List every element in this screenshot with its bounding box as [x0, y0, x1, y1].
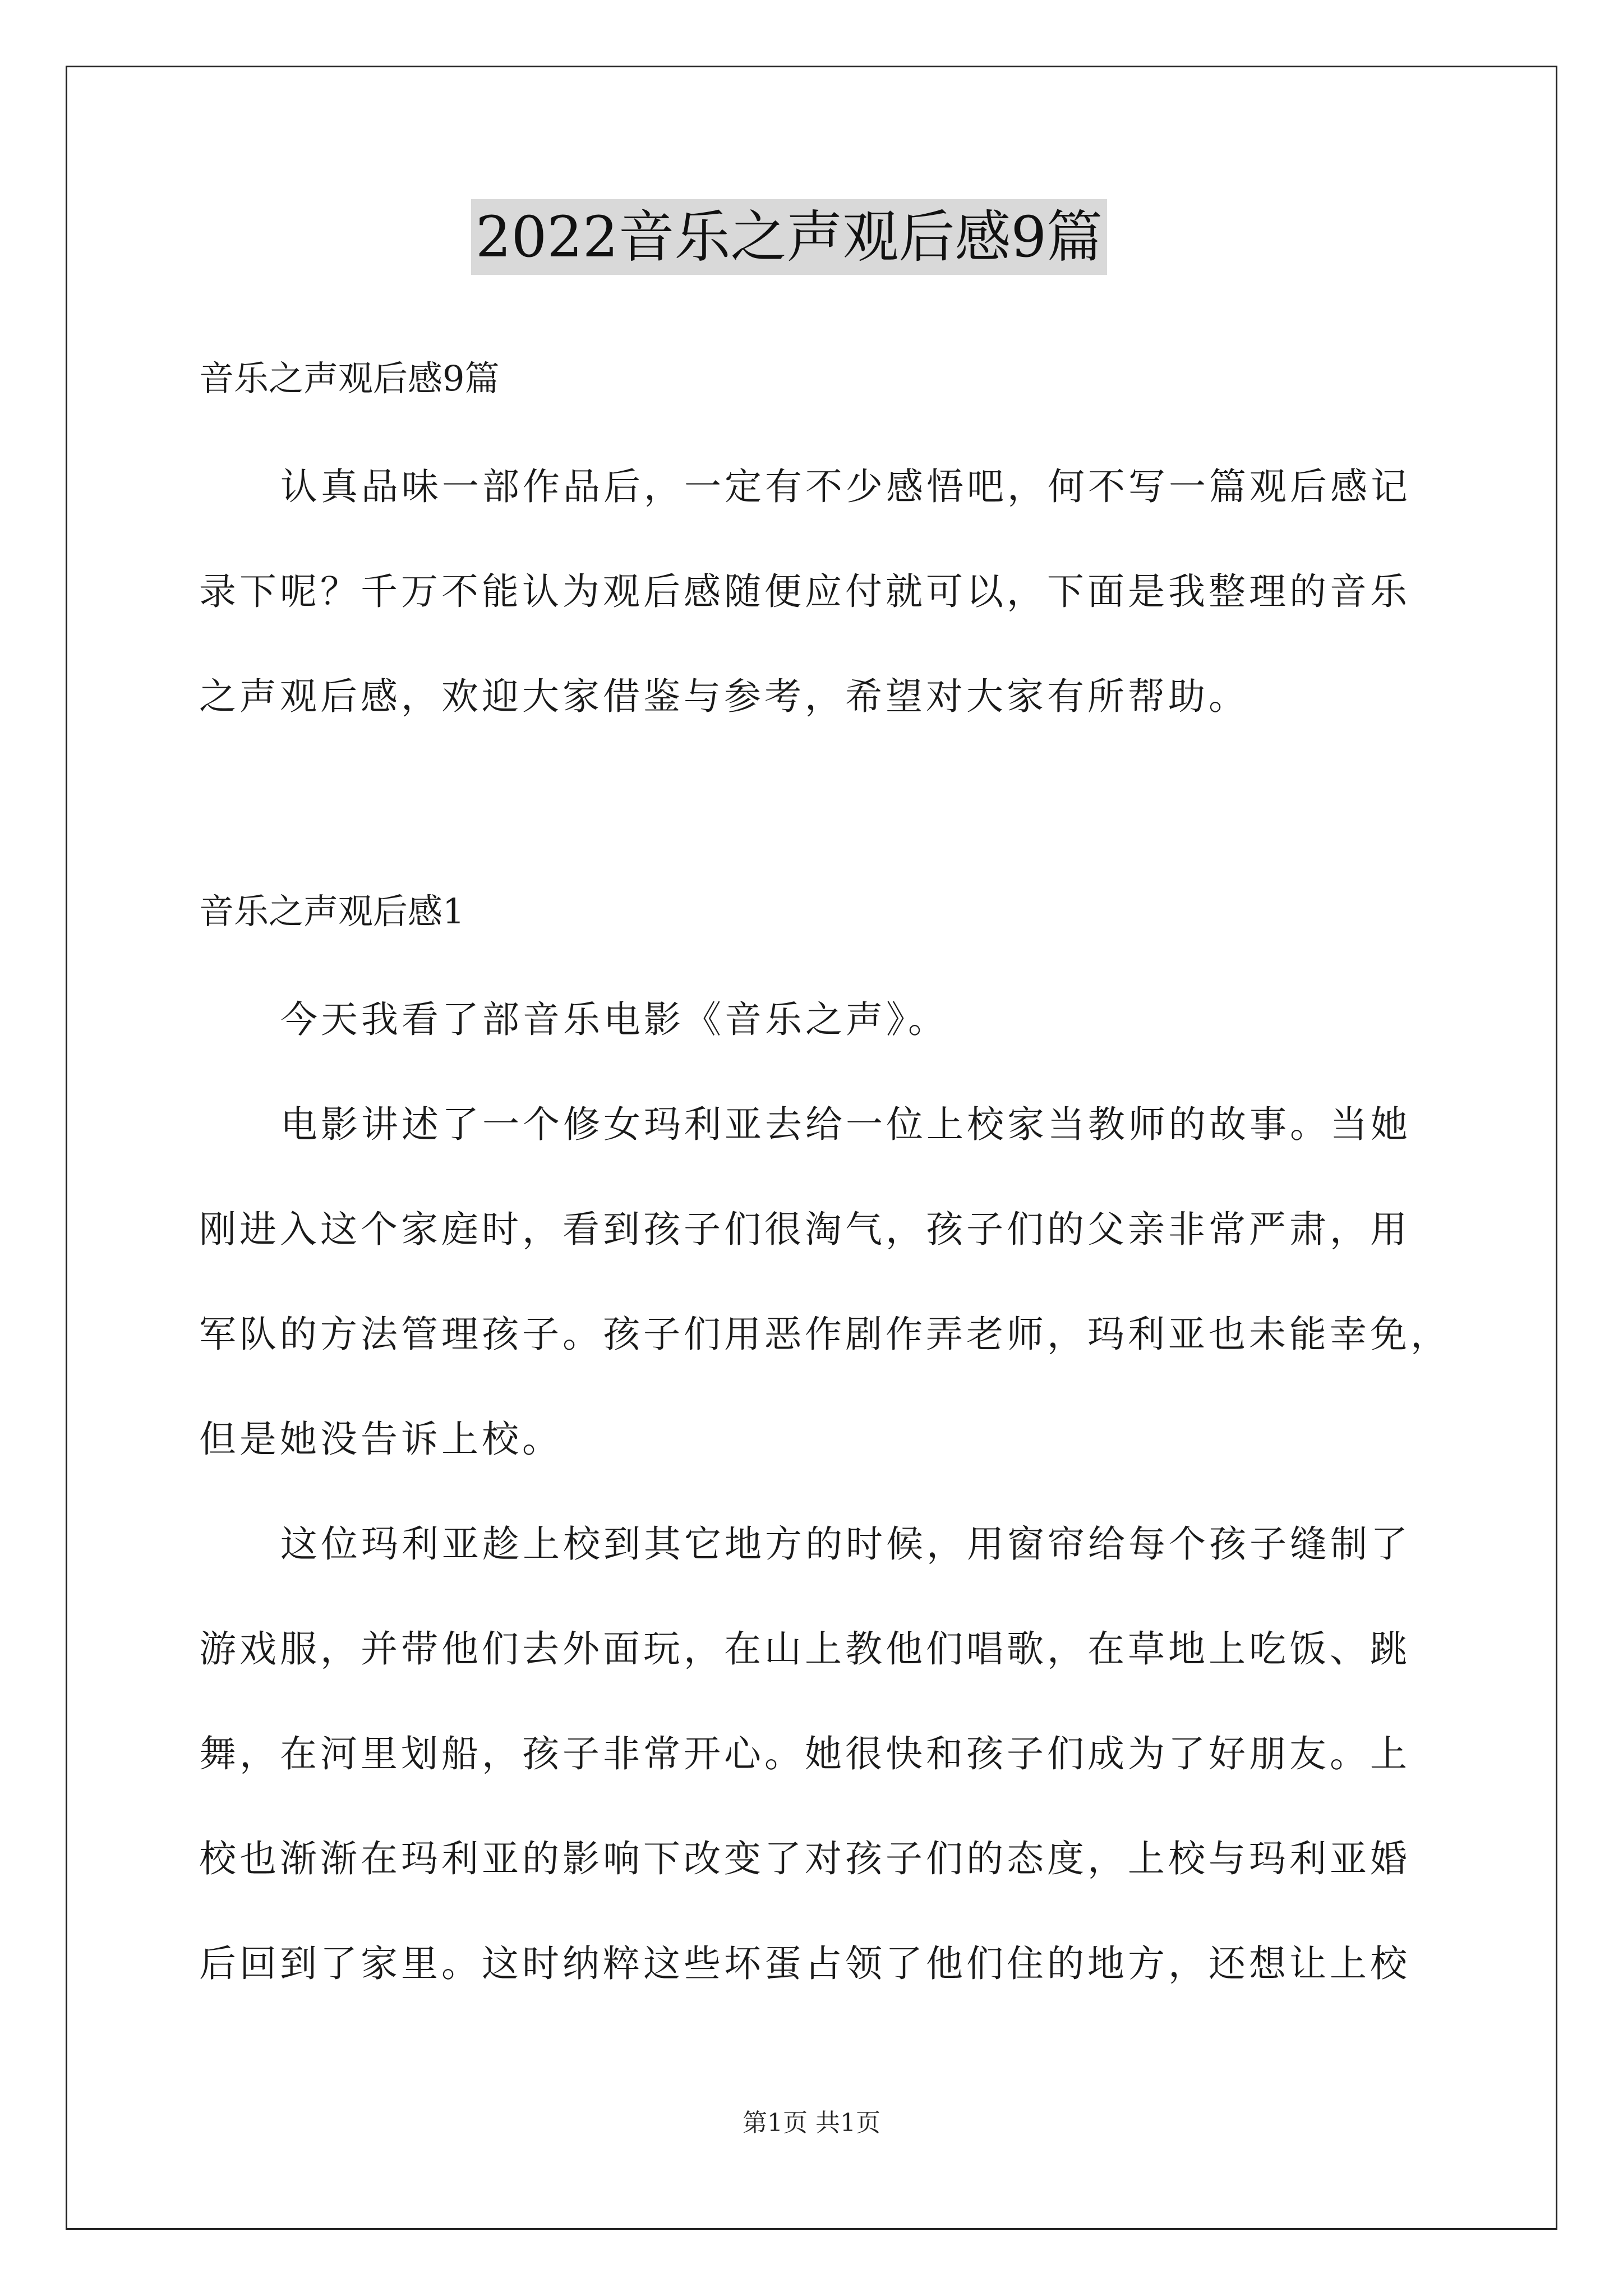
- paragraph-line: 军队的方法管理孩子。孩子们用恶作剧作弄老师，玛利亚也未能幸免，: [199, 1313, 1451, 1356]
- intro-line: 认真品味一部作品后，一定有不少感悟吧，何不写一篇观后感记: [280, 465, 1411, 508]
- document-title: 2022音乐之声观后感9篇: [471, 199, 1107, 275]
- paragraph-line: 这位玛利亚趁上校到其它地方的时候，用窗帘给每个孩子缝制了: [280, 1522, 1411, 1566]
- intro-line: 录下呢？千万不能认为观后感随便应付就可以，下面是我整理的音乐: [199, 570, 1410, 613]
- document-subtitle: 音乐之声观后感9篇: [199, 358, 500, 399]
- paragraph-line: 今天我看了部音乐电影《音乐之声》。: [280, 998, 948, 1041]
- paragraph-line: 但是她没告诉上校。: [199, 1418, 562, 1461]
- paragraph-line: 校也渐渐在玛利亚的影响下改变了对孩子们的态度，上校与玛利亚婚: [199, 1837, 1410, 1880]
- page-footer: 第1页 共1页: [743, 2109, 880, 2137]
- paragraph-line: 舞，在河里划船，孩子非常开心。她很快和孩子们成为了好朋友。上: [199, 1732, 1410, 1775]
- section-heading: 音乐之声观后感1: [199, 891, 465, 932]
- paragraph-line: 后回到了家里。这时纳粹这些坏蛋占领了他们住的地方，还想让上校: [199, 1942, 1410, 1985]
- paragraph-line: 游戏服，并带他们去外面玩，在山上教他们唱歌，在草地上吃饭、跳: [199, 1627, 1410, 1671]
- paragraph-line: 电影讲述了一个修女玛利亚去给一位上校家当教师的故事。当她: [280, 1103, 1411, 1146]
- paragraph-line: 刚进入这个家庭时，看到孩子们很淘气，孩子们的父亲非常严肃，用: [199, 1208, 1410, 1251]
- intro-line: 之声观后感，欢迎大家借鉴与参考，希望对大家有所帮助。: [199, 675, 1249, 718]
